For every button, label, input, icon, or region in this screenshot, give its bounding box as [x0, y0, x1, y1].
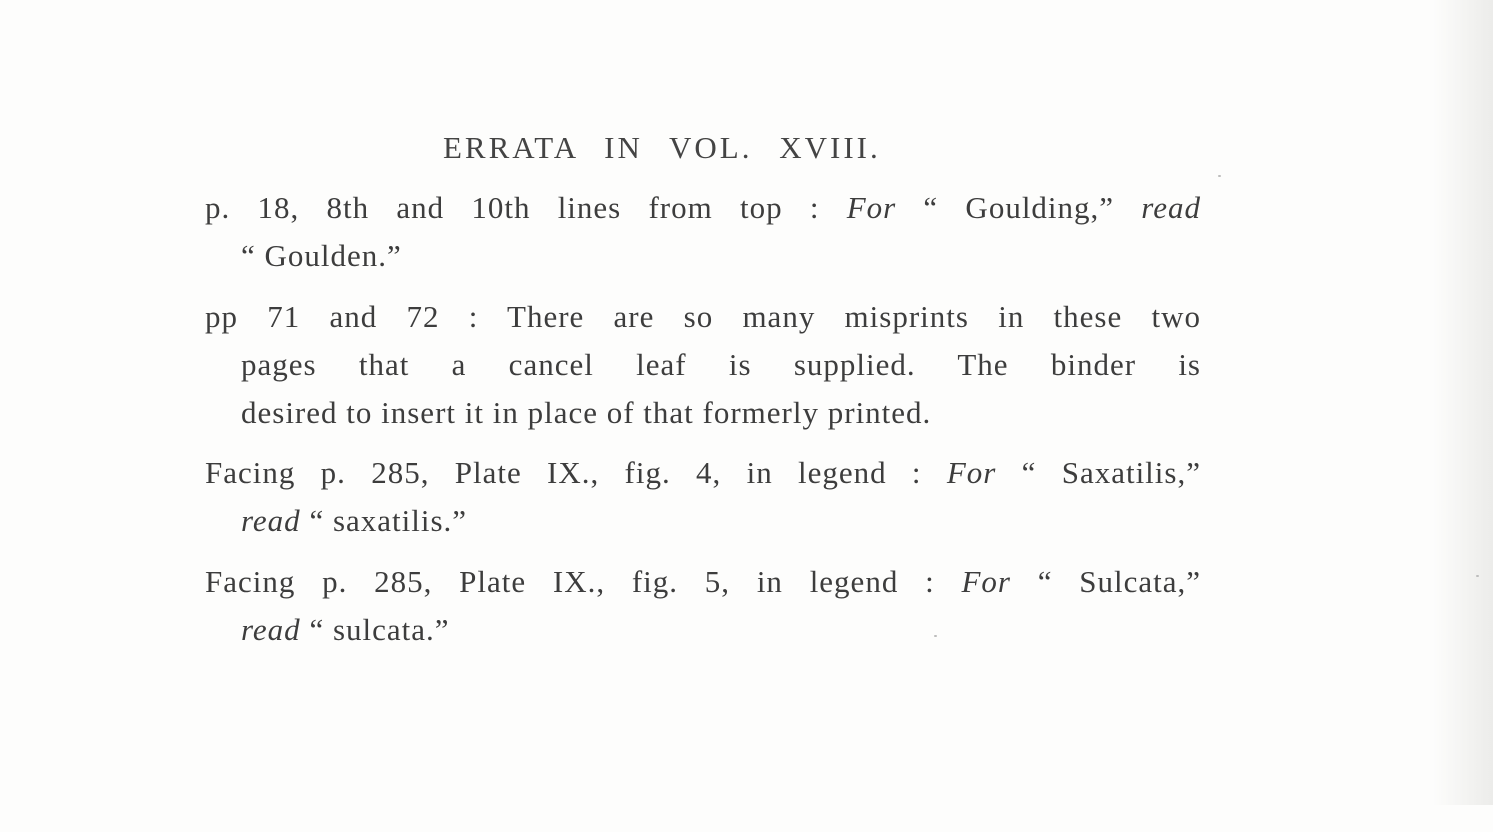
errata-entry-line: read “ saxatilis.” [241, 503, 468, 538]
errata-entry-line: Facing p. 285, Plate IX., fig. 4, in legend : For “ Saxatilis,” [205, 455, 1201, 490]
errata-entry-line: “ Goulden.” [241, 238, 402, 273]
errata-entry-line: p. 18, 8th and 10th lines from top : For “ Goulding,” read [205, 190, 1201, 225]
errata-entry-line: desired to insert it in place of that formerly printed. [241, 395, 932, 430]
scan-speck [934, 635, 937, 637]
errata-entry-line: read “ sulcata.” [241, 612, 450, 647]
scan-speck [1218, 175, 1221, 177]
errata-title: ERRATA IN VOL. XVIII. [443, 130, 881, 165]
errata-entry-line: pp 71 and 72 : There are so many misprints in these two [205, 299, 1201, 334]
errata-entry [205, 449, 1201, 545]
errata-entry [205, 558, 1201, 654]
scan-speck [1476, 575, 1479, 577]
errata-entry-line: pages that a cancel leaf is supplied. The binder is [241, 347, 1201, 382]
page-edge-shadow [1433, 0, 1493, 805]
errata-entry [205, 184, 1201, 280]
errata-entry-line: Facing p. 285, Plate IX., fig. 5, in legend : For “ Sulcata,” [205, 564, 1201, 599]
errata-entry [205, 293, 1201, 437]
